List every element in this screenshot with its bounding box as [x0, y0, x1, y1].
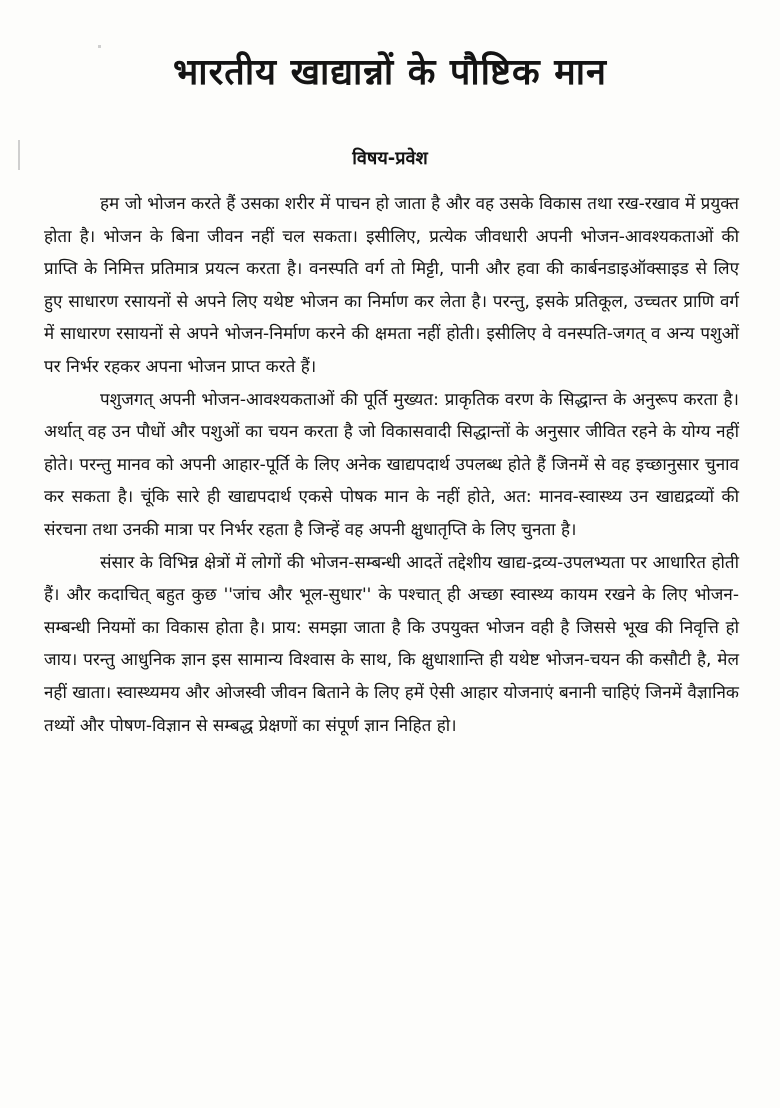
- section-heading: विषय-प्रवेश: [352, 147, 428, 169]
- page-title: भारतीय खाद्यान्नों के पौष्टिक मान: [172, 52, 608, 94]
- paragraph: पशुजगत् अपनी भोजन-आवश्यकताओं की पूर्ति मुख्यत: प्राकृतिक वरण के सिद्धान्त के अनुरूप करता है। अर्थात् वह उन पौधों और पशुओं का चयन करता है जो विकासवादी सिद्धान्तों के अनुसार जीवित रहने के योग्य नहीं होते। परन्तु मानव को अपनी आहार-पूर्ति के लिए अनेक खाद्यपदार्थ उपलब्ध होते हैं जिनमें से वह इच्छानुसार चुनाव कर सकता है। चूंकि सारे ही खाद्यपदार्थ एकसे पोषक मान के नहीं होते, अत: मानव-स्वास्थ्य उन खाद्यद्रव्यों की संरचना तथा उनकी मात्रा पर निर्भर रहता है जिन्हें वह अपनी क्षुधातृप्ति के लिए चुनता है।: [44, 389, 739, 540]
- paragraph: संसार के विभिन्न क्षेत्रों में लोगों की भोजन-सम्बन्धी आदतें तद्देशीय खाद्य-द्रव्य-उपलभ्यता पर आधारित होती हैं। और कदाचित् बहुत कुछ ''जांच और भूल-सुधार'' के पश्चात् ही अच्छा स्वास्थ्य कायम रखने के लिए भोजन-सम्बन्धी नियमों का विकास होता है। प्राय: समझा जाता है कि उपयुक्त भोजन वही है जिससे भूख की निवृत्ति हो जाय। परन्तु आधुनिक ज्ञान इस सामान्य विश्वास के साथ, कि क्षुधाशान्ति ही यथेष्ट भोजन-चयन की कसौटी है, मेल नहीं खाता। स्वास्थ्यमय और ओजस्वी जीवन बिताने के लिए हमें ऐसी आहार योजनाएं बनानी चाहिएं जिनमें वैज्ञानिक तथ्यों और पोषण-विज्ञान से सम्बद्ध प्रेक्षणों का संपूर्ण ज्ञान निहित हो।: [44, 552, 739, 736]
- body-text: [44, 188, 739, 742]
- paragraph: हम जो भोजन करते हैं उसका शरीर में पाचन हो जाता है और वह उसके विकास तथा रख-रखाव में प्रयुक्त होता है। भोजन के बिना जीवन नहीं चल सकता। इसीलिए, प्रत्येक जीवधारी अपनी भोजन-आवश्यकताओं की प्राप्ति के निमित्त प्रतिमात्र प्रयत्न करता है। वनस्पति वर्ग तो मिट्टी, पानी और हवा की कार्बनडाइऑक्साइड से लिए हुए साधारण रसायनों से अपने लिए यथेष्ट भोजन का निर्माण कर लेता है। परन्तु, इसके प्रतिकूल, उच्चतर प्राणि वर्ग में साधारण रसायनों से अपने भोजन-निर्माण करने की क्षमता नहीं होती। इसीलिए वे वनस्पति-जगत् व अन्य पशुओं पर निर्भर रहकर अपना भोजन प्राप्त करते हैं।: [44, 194, 739, 377]
